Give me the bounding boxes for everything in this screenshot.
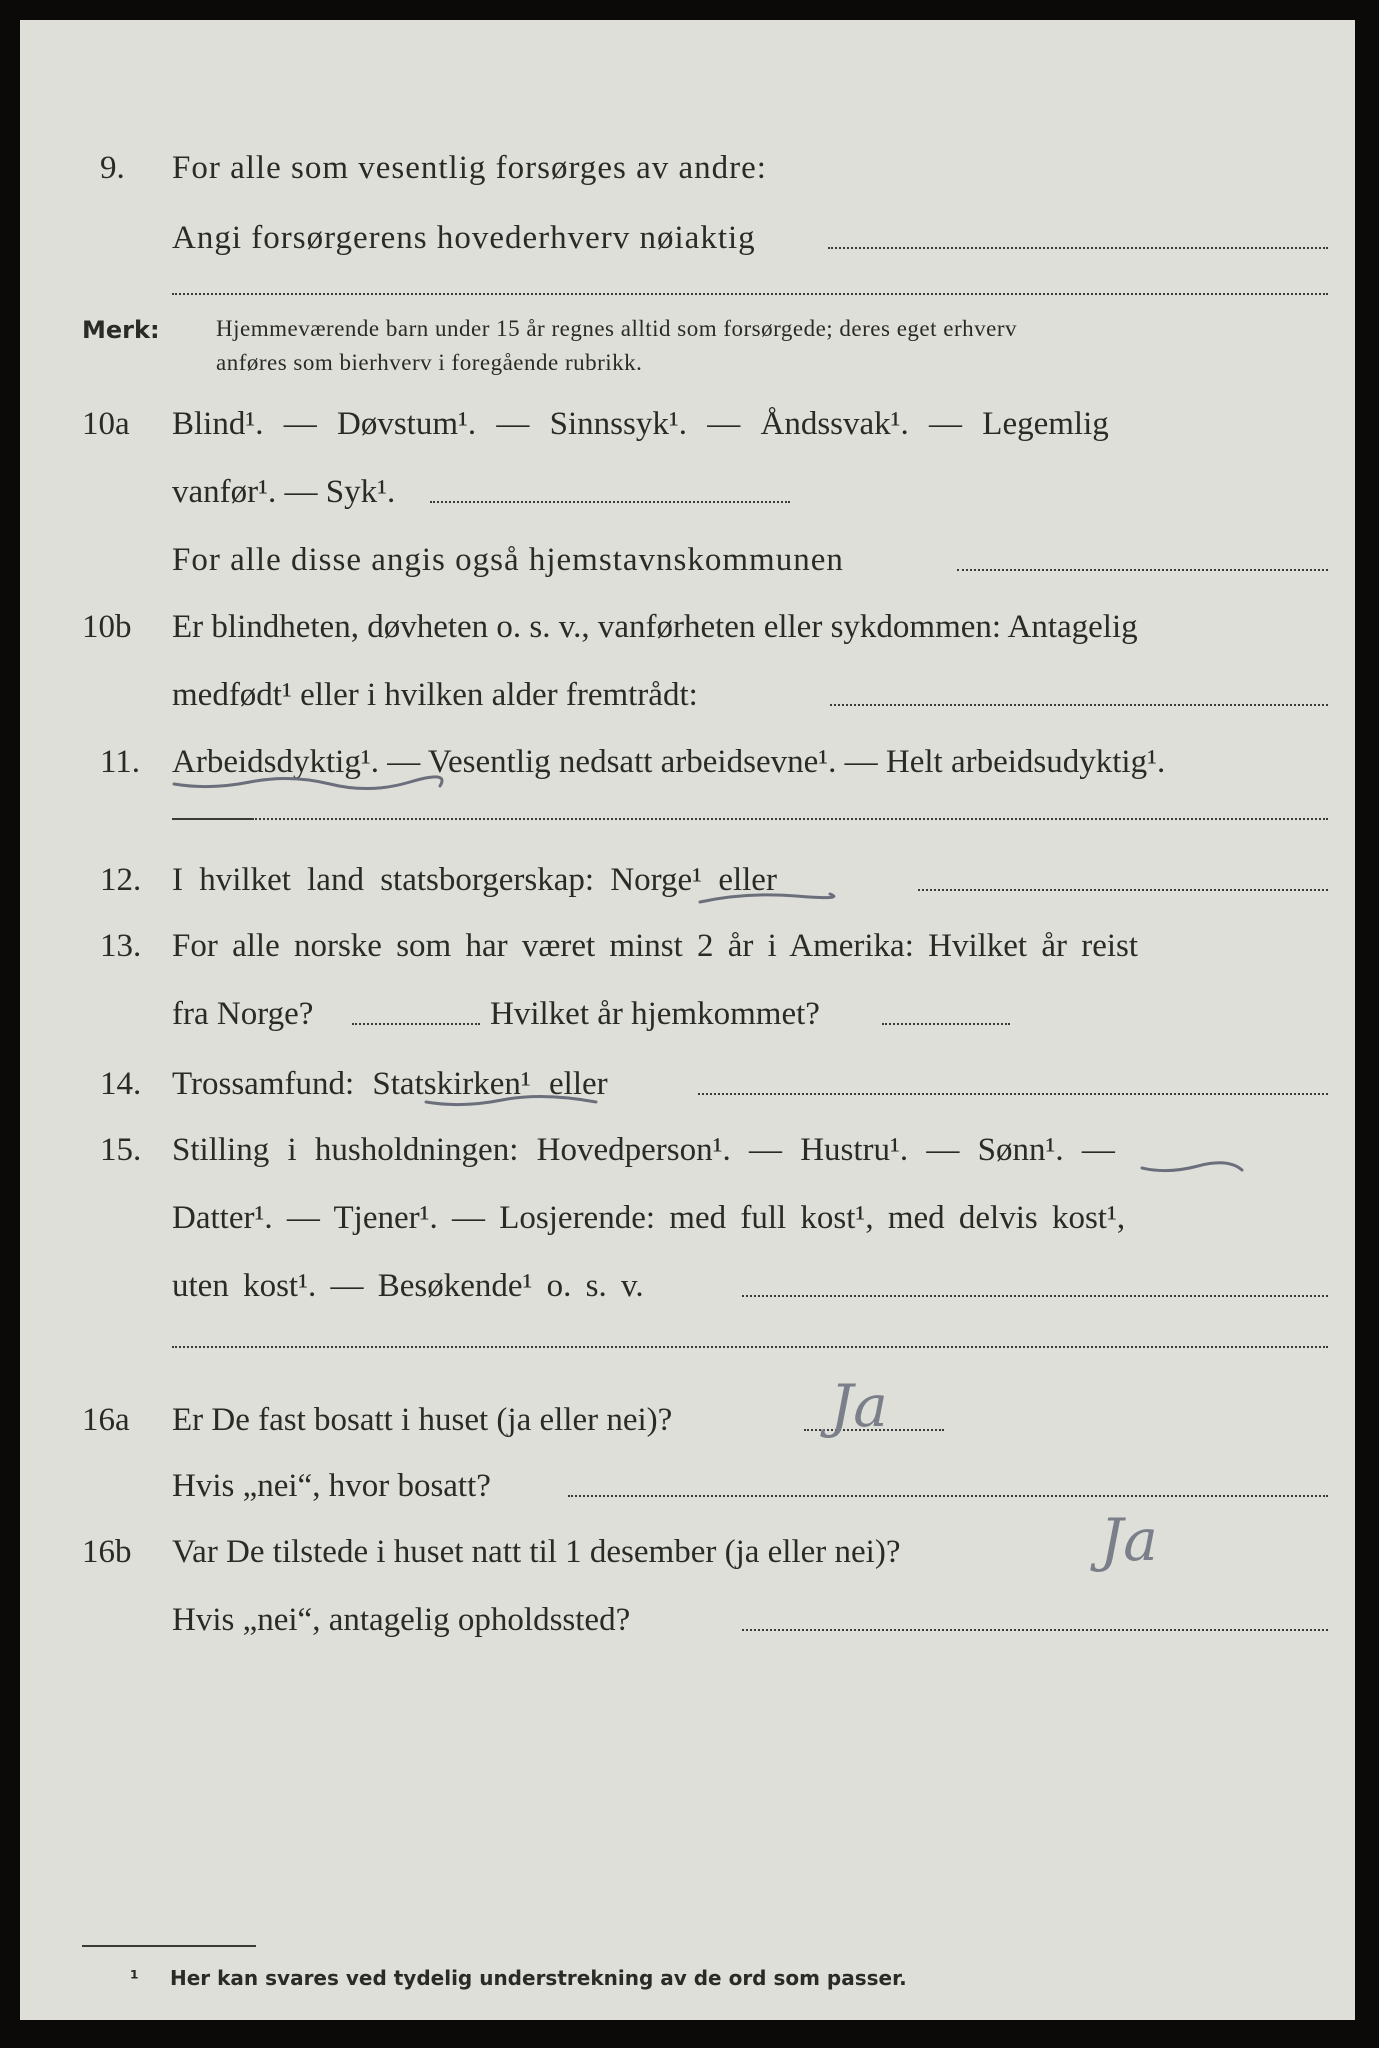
- q13-line2b: Hvilket år hjemkommet?: [490, 996, 820, 1032]
- q13-reist-line[interactable]: [352, 1023, 480, 1025]
- q9-number: 9.: [100, 150, 125, 186]
- q16b-opholdssted-line[interactable]: [742, 1629, 1328, 1631]
- q10a-syk-line[interactable]: [430, 501, 790, 503]
- q16b-number: 16b: [82, 1534, 132, 1570]
- q12-number: 12.: [100, 862, 142, 898]
- q16a-handwritten-answer: Ja: [830, 1372, 888, 1440]
- q16b-line1: Var De tilstede i huset natt til 1 desember (ja eller nei)?: [172, 1534, 901, 1570]
- q15-line3: uten kost¹. — Besøkende¹ o. s. v.: [172, 1268, 644, 1304]
- footnote-marker: ¹: [130, 1966, 139, 1990]
- q11-number: 11.: [100, 744, 141, 780]
- q14-number: 14.: [100, 1066, 142, 1102]
- q12-answer-line[interactable]: [918, 889, 1328, 891]
- footnote-rule: [82, 1945, 256, 1947]
- q16b-line2: Hvis „nei“, antagelig opholdssted?: [172, 1602, 631, 1638]
- q9-answer-line[interactable]: [828, 247, 1328, 249]
- q15-line1: Stilling i husholdningen: Hovedperson¹. — Hustru¹. — Sønn¹. —: [172, 1132, 1115, 1168]
- q15-answer-line-2[interactable]: [172, 1346, 1328, 1348]
- merk-label: Merk:: [82, 316, 160, 344]
- q16a-line2: Hvis „nei“, hvor bosatt?: [172, 1468, 491, 1504]
- q16a-number: 16a: [82, 1402, 130, 1438]
- q10b-line2: medfødt¹ eller i hvilken alder fremtrådt:: [172, 677, 698, 713]
- q10a-hjemstavn-line[interactable]: [957, 569, 1328, 571]
- q10a-line2: vanfør¹. — Syk¹.: [172, 474, 396, 510]
- merk-line1: Hjemmeværende barn under 15 år regnes alltid som forsørgede; deres eget erhverv: [216, 316, 1017, 341]
- q10b-number: 10b: [82, 609, 132, 645]
- q14-answer-line[interactable]: [698, 1093, 1328, 1095]
- q9-answer-line-2[interactable]: [172, 293, 1328, 295]
- q10a-line3: For alle disse angis også hjemstavnskommunen: [172, 542, 844, 578]
- q9-line1: For alle som vesentlig forsørges av andre:: [172, 150, 767, 186]
- q12-line1: I hvilket land statsborgerskap: Norge¹ eller: [172, 862, 777, 898]
- q16a-bosatt-line[interactable]: [568, 1495, 1328, 1497]
- footnote-text: Her kan svares ved tydelig understrekning av de ord som passer.: [170, 1966, 907, 1990]
- q13-line1: For alle norske som har været minst 2 år i Amerika: Hvilket år reist: [172, 928, 1139, 964]
- q14-line1: Trossamfund: Statskirken¹ eller: [172, 1066, 608, 1102]
- q10b-answer-line[interactable]: [830, 704, 1328, 706]
- q13-line2a: fra Norge?: [172, 996, 314, 1032]
- q11-arbeidsdyktig-underline: [170, 772, 450, 796]
- q9-line2: Angi forsørgerens hovederhverv nøiaktig: [172, 220, 756, 256]
- q10b-line1: Er blindheten, døvheten o. s. v., vanførheten eller sykdommen: Antagelig: [172, 609, 1138, 645]
- q10a-line1: Blind¹. — Døvstum¹. — Sinnssyk¹. — Åndssvak¹. — Legemlig: [172, 406, 1109, 442]
- q11-short-rule: [172, 818, 252, 820]
- q10a-number: 10a: [82, 406, 130, 442]
- q15-sonn-underline: [1138, 1158, 1248, 1180]
- merk-line2: anføres som bierhverv i foregående rubrikk.: [216, 350, 643, 375]
- q11-answer-line[interactable]: [252, 818, 1328, 820]
- q15-answer-line[interactable]: [742, 1295, 1328, 1297]
- q15-number: 15.: [100, 1132, 142, 1168]
- q15-line2: Datter¹. — Tjener¹. — Losjerende: med full kost¹, med delvis kost¹,: [172, 1200, 1126, 1236]
- q11-line1: Arbeidsdyktig¹. — Vesentlig nedsatt arbeidsevne¹. — Helt arbeidsudyktig¹.: [172, 744, 1166, 780]
- q12-norge-underline: [696, 886, 836, 910]
- q13-number: 13.: [100, 928, 142, 964]
- q16b-handwritten-answer: Ja: [1100, 1506, 1158, 1574]
- census-form-page: [20, 20, 1355, 2020]
- q13-hjemkommet-line[interactable]: [882, 1023, 1010, 1025]
- q14-statskirken-underline: [422, 1090, 602, 1114]
- q16a-line1: Er De fast bosatt i huset (ja eller nei)?: [172, 1402, 673, 1438]
